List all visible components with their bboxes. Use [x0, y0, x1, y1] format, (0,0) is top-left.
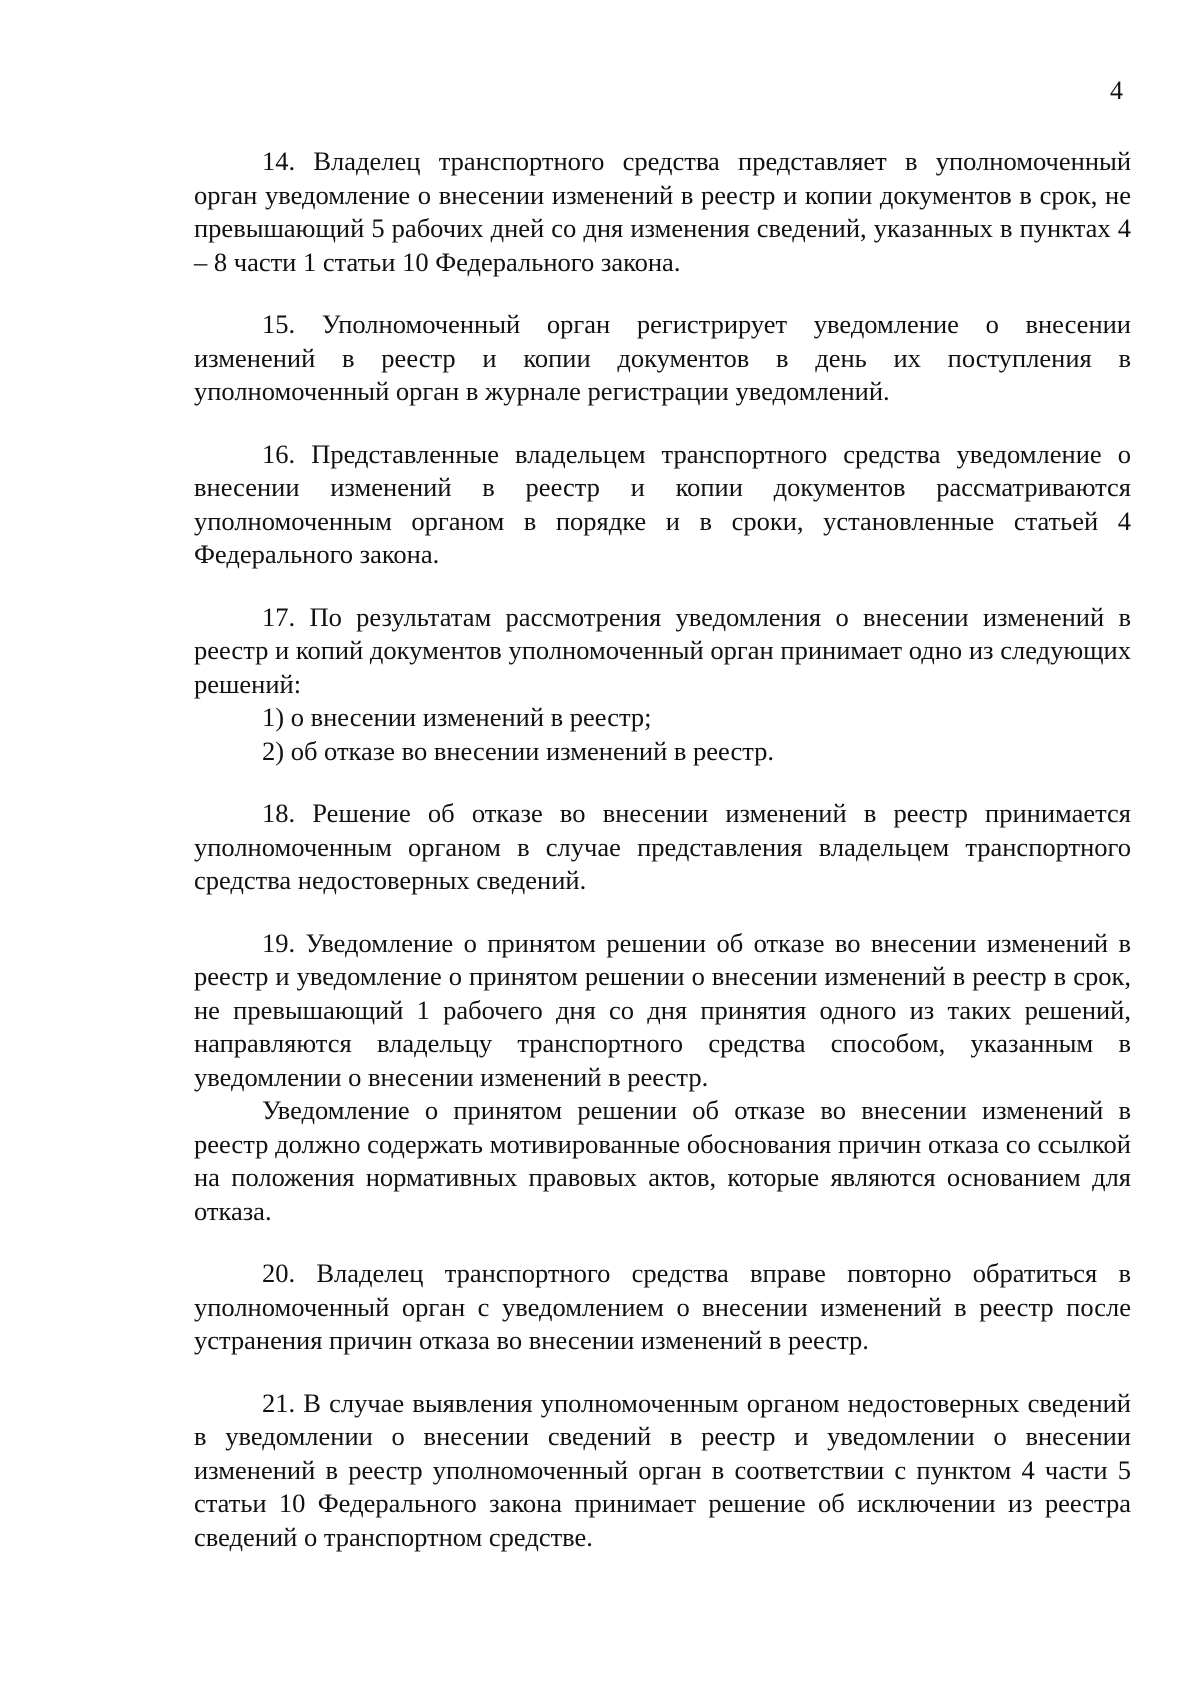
paragraph-16: 16. Представленные владельцем транспортного средства уведомление о внесении изменений в реестр и копии документов рассматриваются уполномоченным органом в порядке и в сроки, установленные статьей 4 Федерального закона.: [194, 438, 1131, 569]
document-body: [194, 145, 1131, 1554]
paragraph-21: 21. В случае выявления уполномоченным органом недостоверных сведений в уведомлении о внесении сведений в реестр и уведомлении о внесении изменений в реестр уполномоченный орган в соответствии с пунктом 4 части 5 статьи 10 Федерального закона принимает решение об исключении из реестра сведений о транспортном средстве.: [194, 1387, 1131, 1552]
page-number: 4: [1110, 76, 1123, 105]
paragraph-17-item-1: 1) о внесении изменений в реестр;: [262, 702, 652, 732]
paragraph-18: 18. Решение об отказе во внесении изменений в реестр принимается уполномоченным органом в случае представления владельцем транспортного средства недостоверных сведений.: [194, 798, 1131, 895]
paragraph-19-continuation: Уведомление о принятом решении об отказе во внесении изменений в реестр должно содержать мотивированные обоснования причин отказа со ссылкой на положения нормативных правовых актов, которые являются основанием для отказа.: [194, 1095, 1131, 1226]
paragraph-17-item-2: 2) об отказе во внесении изменений в реестр.: [262, 735, 775, 766]
paragraph-17: 17. По результатам рассмотрения уведомления о внесении изменений в реестр и копий документов уполномоченный орган принимает одно из следующих решений:: [194, 601, 1131, 699]
paragraph-20: 20. Владелец транспортного средства вправе повторно обратиться в уполномоченный орган с уведомлением о внесении изменений в реестр после устранения причин отказа во внесении изменений в реестр.: [194, 1258, 1131, 1355]
paragraph-15: 15. Уполномоченный орган регистрирует уведомление о внесении изменений в реестр и копии документов в день их поступления в уполномоченный орган в журнале регистрации уведомлений.: [194, 309, 1131, 406]
paragraph-19: 19. Уведомление о принятом решении об отказе во внесении изменений в реестр и уведомление о принятом решении о внесении изменений в реестр в срок, не превышающий 1 рабочего дня со дня принятия одного из таких решений, направляются владельцу транспортного средства способом, указанным в уведомлении о внесении изменений в реестр.: [194, 927, 1131, 1092]
paragraph-14: 14. Владелец транспортного средства представляет в уполномоченный орган уведомление о внесении изменений в реестр и копии документов в срок, не превышающий 5 рабочих дней со дня изменения сведений, указанных в пунктах 4 – 8 части 1 статьи 10 Федерального закона.: [194, 146, 1131, 277]
